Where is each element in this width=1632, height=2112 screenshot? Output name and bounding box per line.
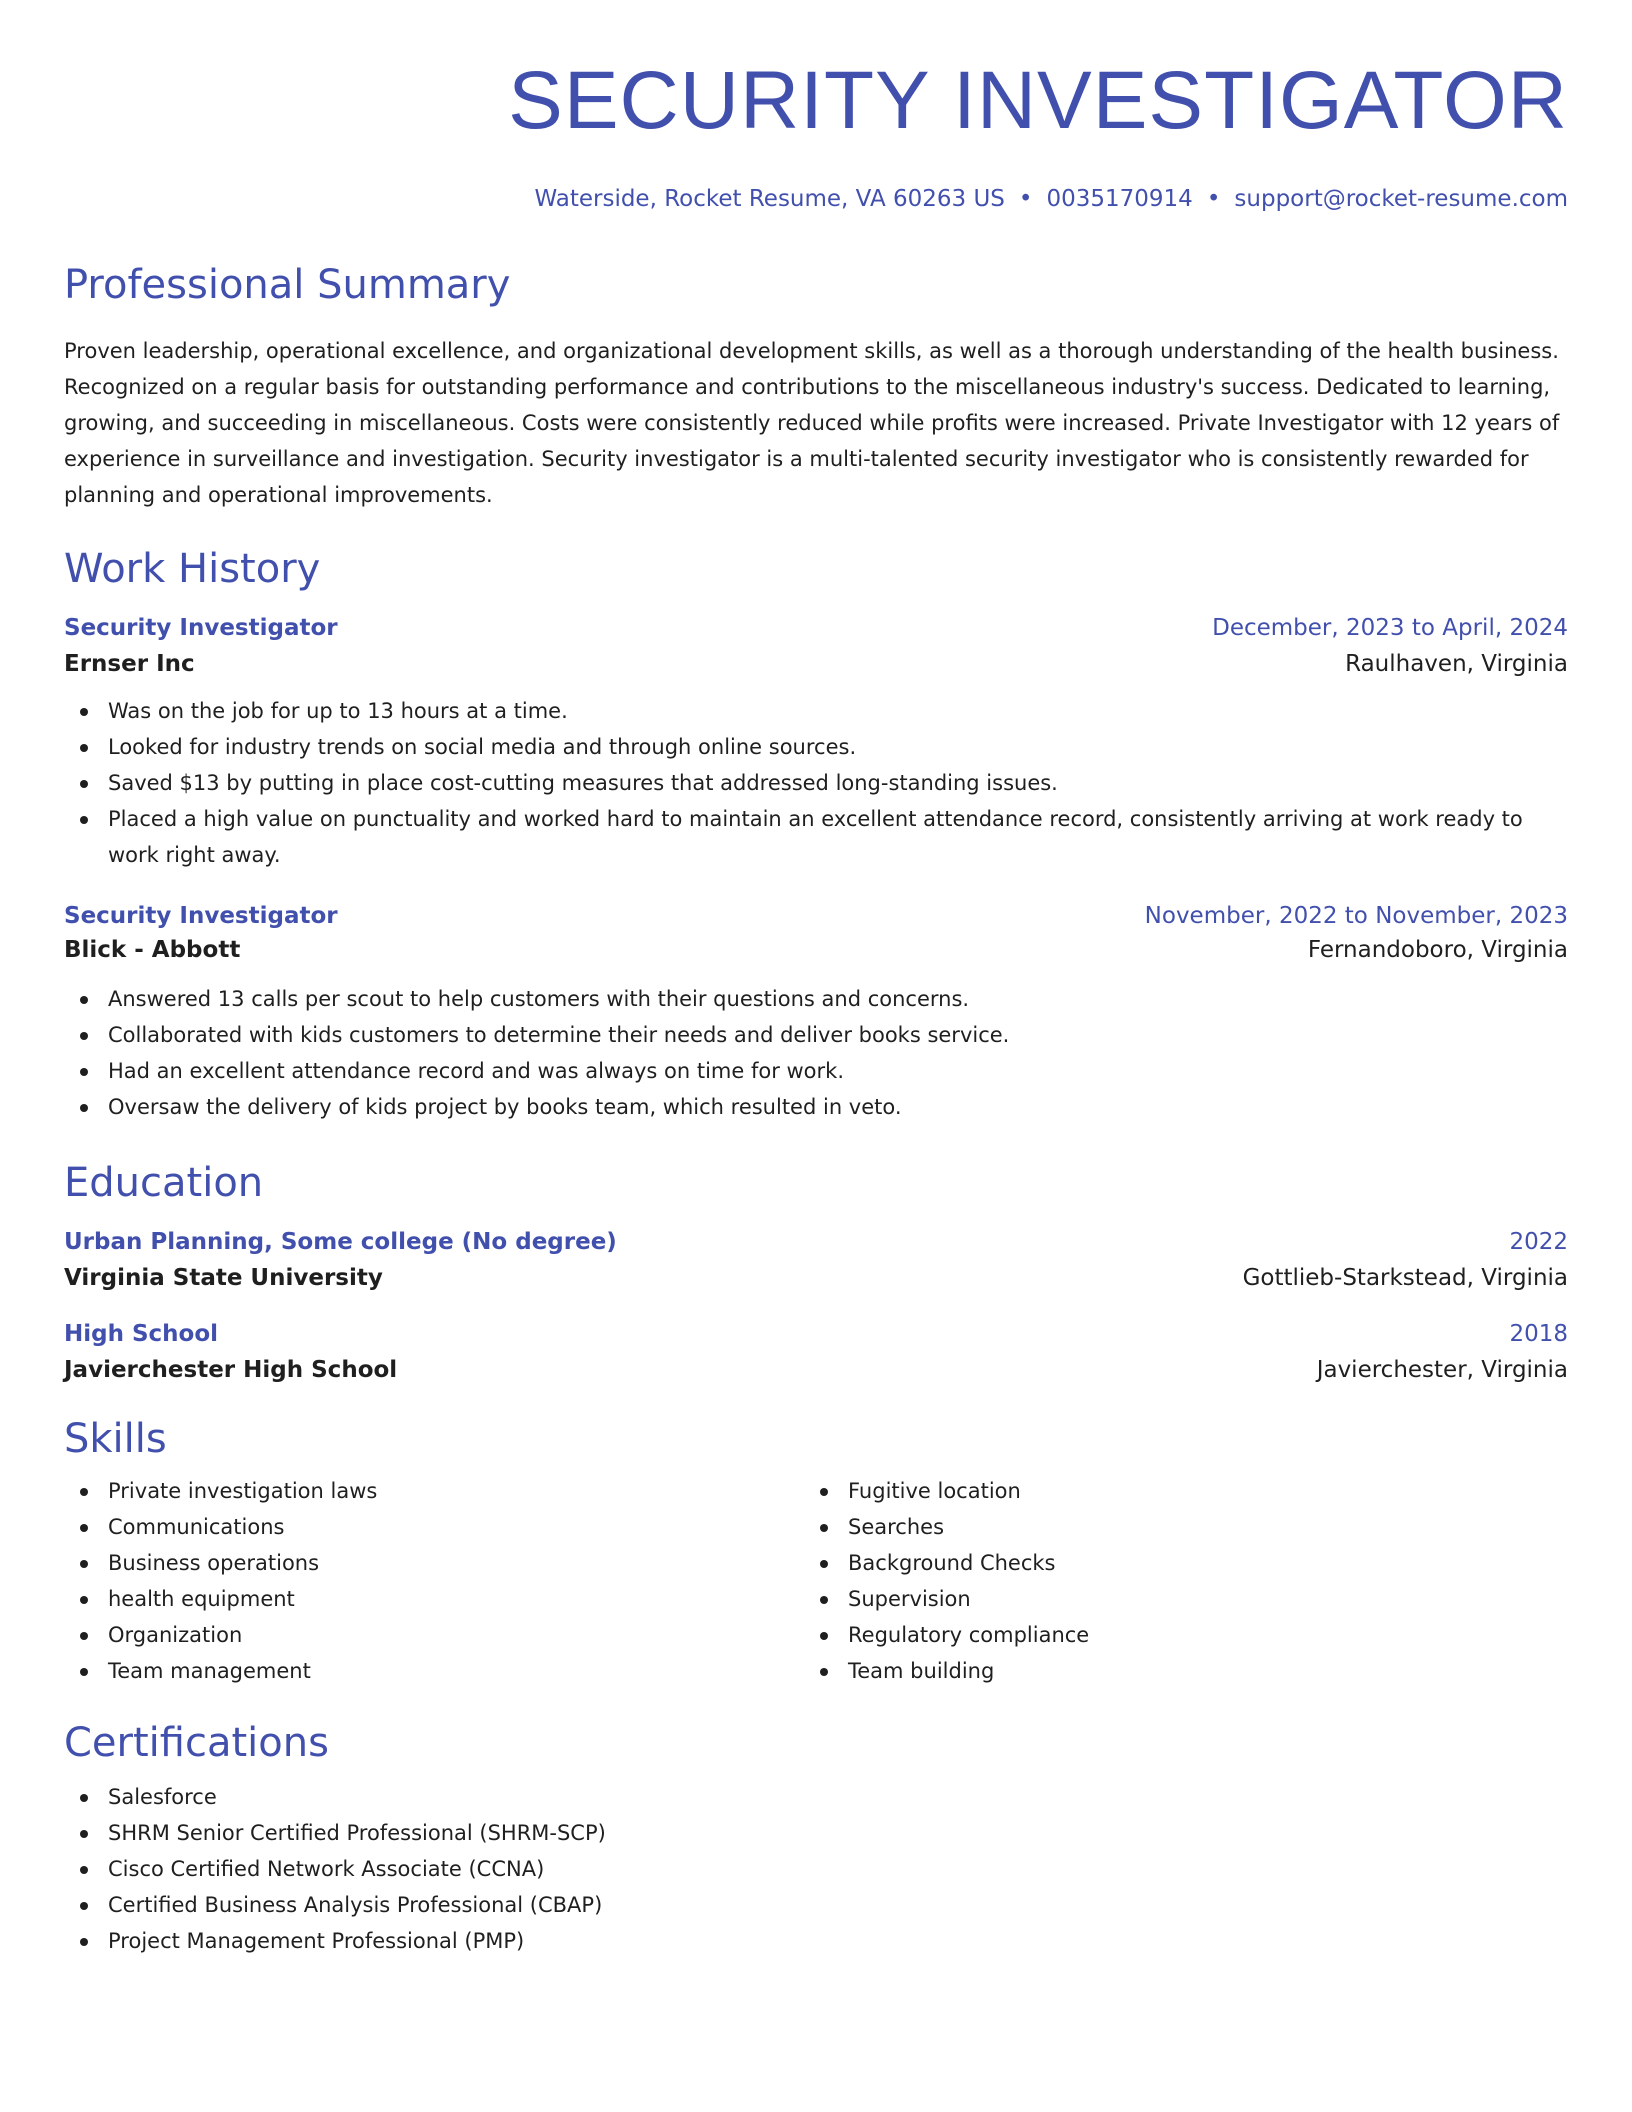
certification-item: Salesforce xyxy=(64,1779,1568,1815)
skill-item: Background Checks xyxy=(804,1545,1544,1581)
job-entry xyxy=(64,615,1568,873)
list-item: Was on the job for up to 13 hours at a time. xyxy=(64,693,1568,729)
skills-list-left xyxy=(64,1473,804,1689)
education-school: Virginia State University xyxy=(64,1265,383,1291)
skill-item: Searches xyxy=(804,1509,1544,1545)
contact-separator: • xyxy=(1018,186,1033,212)
skills-list-right xyxy=(804,1473,1544,1689)
skill-item: Team management xyxy=(64,1653,804,1689)
skill-item: Communications xyxy=(64,1509,804,1545)
education-location: Javierchester, Virginia xyxy=(1316,1357,1568,1383)
education-degree: High School xyxy=(64,1321,219,1347)
job-dates: December, 2023 to April, 2024 xyxy=(1212,615,1568,641)
education-school: Javierchester High School xyxy=(64,1357,398,1383)
education-year: 2022 xyxy=(1509,1229,1568,1255)
education-degree: Urban Planning, Some college (No degree) xyxy=(64,1229,617,1255)
skill-item: Regulatory compliance xyxy=(804,1617,1544,1653)
list-item: Oversaw the delivery of kids project by books team, which resulted in veto. xyxy=(64,1089,1568,1125)
job-location: Fernandoboro, Virginia xyxy=(1307,937,1568,963)
summary-heading: Professional Summary xyxy=(64,262,511,308)
contact-phone: 0035170914 xyxy=(1046,186,1193,212)
certifications-heading: Certifications xyxy=(64,1720,329,1766)
skills-heading: Skills xyxy=(64,1416,167,1462)
contact-email[interactable]: support@rocket-resume.com xyxy=(1234,186,1568,212)
certifications-list xyxy=(64,1779,1568,1959)
skill-item: Organization xyxy=(64,1617,804,1653)
certification-item: Project Management Professional (PMP) xyxy=(64,1923,1568,1959)
education-entry xyxy=(64,1321,1568,1383)
list-item: Answered 13 calls per scout to help customers with their questions and concerns. xyxy=(64,981,1568,1017)
skill-item: health equipment xyxy=(64,1581,804,1617)
education-entry xyxy=(64,1229,1568,1291)
education-year: 2018 xyxy=(1509,1321,1568,1347)
job-title: Security Investigator xyxy=(64,903,338,929)
job-title: Security Investigator xyxy=(64,615,338,641)
skill-item: Team building xyxy=(804,1653,1544,1689)
list-item: Collaborated with kids customers to determine their needs and deliver books service. xyxy=(64,1017,1568,1053)
list-item: Had an excellent attendance record and was always on time for work. xyxy=(64,1053,1568,1089)
certification-item: Cisco Certified Network Associate (CCNA) xyxy=(64,1851,1568,1887)
skill-item: Private investigation laws xyxy=(64,1473,804,1509)
contact-address: Waterside, Rocket Resume, VA 60263 US xyxy=(534,186,1005,212)
skill-item: Business operations xyxy=(64,1545,804,1581)
job-location: Raulhaven, Virginia xyxy=(1345,651,1568,677)
job-entry xyxy=(64,903,1568,1125)
list-item: Saved $13 by putting in place cost-cutting measures that addressed long-standing issues. xyxy=(64,765,1568,801)
certification-item: Certified Business Analysis Professional (CBAP) xyxy=(64,1887,1568,1923)
job-company: Ernser Inc xyxy=(64,651,195,677)
skill-item: Supervision xyxy=(804,1581,1544,1617)
certification-item: SHRM Senior Certified Professional (SHRM-SCP) xyxy=(64,1815,1568,1851)
contact-line xyxy=(64,188,1568,211)
job-company: Blick - Abbott xyxy=(64,937,241,963)
skills-grid xyxy=(64,1473,1568,1689)
list-item: Looked for industry trends on social media and through online sources. xyxy=(64,729,1568,765)
resume-title: SECURITY INVESTIGATOR xyxy=(508,55,1568,146)
list-item: Placed a high value on punctuality and worked hard to maintain an excellent attendance record, consistently arriving at work ready to work right away. xyxy=(64,801,1568,873)
education-heading: Education xyxy=(64,1160,264,1206)
skill-item: Fugitive location xyxy=(804,1473,1544,1509)
contact-separator: • xyxy=(1206,186,1221,212)
job-dates: November, 2022 to November, 2023 xyxy=(1144,903,1568,929)
education-location: Gottlieb-Starkstead, Virginia xyxy=(1242,1265,1568,1291)
work-history-heading: Work History xyxy=(64,546,321,592)
job-bullets xyxy=(64,693,1568,873)
summary-text: Proven leadership, operational excellence, and organizational development skills, as well as a thorough understanding of the health business. Recognized on a regular basis for outstanding performance and contributions to the miscellaneous industry's success. Dedicated to learning, growing, and succeeding in miscellaneous. Costs were consistently reduced while profits were increased. Private Investigator with 12 years of experience in surveillance and investigation. Security investigator is a multi-talented security investigator who is consistently rewarded for planning and operational improvements. xyxy=(64,339,1560,507)
job-bullets xyxy=(64,981,1568,1125)
